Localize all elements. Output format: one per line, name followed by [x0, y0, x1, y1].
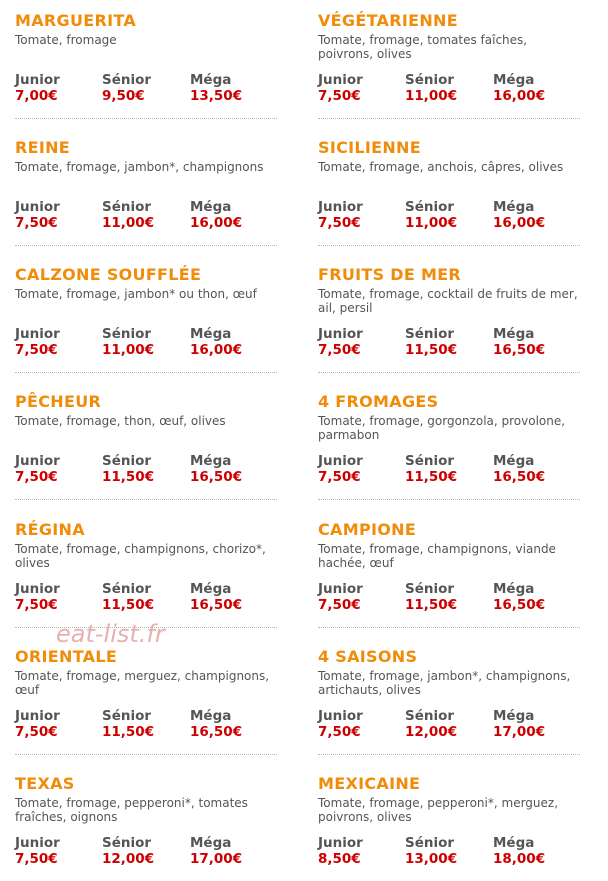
size-price-group	[493, 581, 583, 613]
size-label: Méga	[190, 72, 232, 88]
price: 7,50€	[15, 724, 58, 740]
pizza-ingredients: Tomate, fromage, jambon*, champignons, artichauts, olives	[318, 669, 571, 697]
size-price-group	[318, 326, 408, 358]
size-price-group	[405, 326, 495, 358]
price-row	[318, 835, 583, 869]
price: 7,50€	[15, 342, 58, 358]
pizza-name: FRUITS DE MER	[318, 265, 462, 284]
pizza-card	[15, 12, 280, 120]
price-row	[15, 835, 280, 869]
size-price-group	[493, 199, 583, 231]
size-label: Méga	[493, 453, 535, 469]
size-label: Méga	[190, 326, 232, 342]
size-label: Sénior	[405, 835, 455, 851]
size-price-group	[493, 453, 583, 485]
pizza-name: CALZONE SOUFFLÉE	[15, 265, 202, 284]
pizza-card	[15, 775, 280, 875]
size-label: Méga	[493, 835, 535, 851]
size-label: Méga	[493, 581, 535, 597]
size-label: Junior	[15, 453, 60, 469]
price: 11,50€	[102, 597, 155, 613]
price-row	[15, 708, 280, 742]
price-row	[15, 326, 280, 360]
size-label: Junior	[15, 835, 60, 851]
size-price-group	[15, 199, 105, 231]
price-row	[318, 199, 583, 233]
dotted-divider	[15, 118, 277, 119]
pizza-name: MARGUERITA	[15, 11, 137, 30]
size-label: Sénior	[102, 199, 152, 215]
size-price-group	[190, 72, 280, 104]
pizza-card	[15, 648, 280, 756]
size-label: Sénior	[102, 72, 152, 88]
dotted-divider	[15, 754, 277, 755]
size-price-group	[15, 835, 105, 867]
pizza-ingredients: Tomate, fromage, jambon* ou thon, œuf	[15, 287, 257, 301]
price: 9,50€	[102, 88, 145, 104]
price: 11,50€	[405, 597, 458, 613]
price: 11,50€	[102, 724, 155, 740]
size-price-group	[318, 708, 408, 740]
price: 16,50€	[493, 342, 546, 358]
size-label: Sénior	[405, 326, 455, 342]
pizza-card	[15, 266, 280, 374]
pizza-name: CAMPIONE	[318, 520, 417, 539]
size-price-group	[493, 326, 583, 358]
pizza-ingredients: Tomate, fromage, jambon*, champignons	[15, 160, 264, 174]
price: 7,00€	[15, 88, 58, 104]
size-label: Junior	[318, 581, 363, 597]
price-row	[15, 199, 280, 233]
pizza-ingredients: Tomate, fromage, pepperoni*, merguez, poivrons, olives	[318, 796, 559, 824]
price: 13,50€	[190, 88, 243, 104]
dotted-divider	[15, 245, 277, 246]
price-row	[15, 72, 280, 106]
pizza-card	[318, 139, 583, 247]
pizza-card	[318, 648, 583, 756]
price: 16,00€	[190, 215, 243, 231]
price: 8,50€	[318, 851, 361, 867]
size-label: Sénior	[102, 581, 152, 597]
pizza-ingredients: Tomate, fromage, thon, œuf, olives	[15, 414, 226, 428]
size-label: Sénior	[405, 453, 455, 469]
size-label: Junior	[318, 453, 363, 469]
price: 7,50€	[15, 215, 58, 231]
size-price-group	[102, 835, 192, 867]
size-label: Junior	[318, 326, 363, 342]
price-row	[15, 453, 280, 487]
size-label: Méga	[190, 453, 232, 469]
price: 17,00€	[493, 724, 546, 740]
size-price-group	[405, 72, 495, 104]
price-row	[318, 453, 583, 487]
size-label: Junior	[318, 835, 363, 851]
dotted-divider	[318, 372, 580, 373]
pizza-name: 4 FROMAGES	[318, 392, 439, 411]
price: 7,50€	[318, 597, 361, 613]
size-label: Méga	[493, 72, 535, 88]
size-label: Sénior	[102, 326, 152, 342]
size-price-group	[318, 453, 408, 485]
size-label: Méga	[190, 581, 232, 597]
size-label: Méga	[190, 835, 232, 851]
pizza-name: MEXICAINE	[318, 774, 421, 793]
pizza-name: SICILIENNE	[318, 138, 421, 157]
pizza-card	[15, 393, 280, 501]
size-price-group	[190, 708, 280, 740]
dotted-divider	[15, 372, 277, 373]
price: 11,50€	[405, 469, 458, 485]
price-row	[15, 581, 280, 615]
pizza-name: ORIENTALE	[15, 647, 118, 666]
price-row	[318, 581, 583, 615]
price: 7,50€	[15, 851, 58, 867]
pizza-ingredients: Tomate, fromage, cocktail de fruits de mer, ail, persil	[318, 287, 578, 315]
pizza-ingredients: Tomate, fromage, champignons, viande hachée, œuf	[318, 542, 556, 570]
price: 11,50€	[102, 469, 155, 485]
pizza-card	[318, 12, 583, 120]
price: 16,00€	[493, 215, 546, 231]
pizza-card	[318, 521, 583, 629]
pizza-name: REINE	[15, 138, 71, 157]
size-label: Junior	[15, 72, 60, 88]
size-price-group	[15, 326, 105, 358]
pizza-name: 4 SAISONS	[318, 647, 418, 666]
price: 16,50€	[190, 469, 243, 485]
size-label: Méga	[493, 708, 535, 724]
price: 16,50€	[493, 597, 546, 613]
size-label: Méga	[493, 199, 535, 215]
price: 16,00€	[493, 88, 546, 104]
pizza-card	[318, 775, 583, 875]
size-price-group	[102, 72, 192, 104]
price-row	[318, 708, 583, 742]
price: 7,50€	[318, 724, 361, 740]
size-price-group	[405, 835, 495, 867]
size-price-group	[405, 199, 495, 231]
price: 7,50€	[15, 597, 58, 613]
price: 11,00€	[405, 88, 458, 104]
price: 11,00€	[102, 342, 155, 358]
dotted-divider	[318, 118, 580, 119]
size-price-group	[15, 453, 105, 485]
size-label: Junior	[318, 199, 363, 215]
size-price-group	[102, 199, 192, 231]
pizza-card	[15, 521, 280, 629]
pizza-name: VÉGÉTARIENNE	[318, 11, 458, 30]
size-label: Méga	[190, 199, 232, 215]
size-label: Junior	[15, 326, 60, 342]
dotted-divider	[318, 245, 580, 246]
pizza-ingredients: Tomate, fromage, gorgonzola, provolone, parmabon	[318, 414, 566, 442]
price: 16,00€	[190, 342, 243, 358]
size-price-group	[190, 835, 280, 867]
pizza-name: TEXAS	[15, 774, 75, 793]
price: 11,00€	[102, 215, 155, 231]
size-label: Junior	[15, 581, 60, 597]
price: 17,00€	[190, 851, 243, 867]
dotted-divider	[318, 499, 580, 500]
price: 11,50€	[405, 342, 458, 358]
pizza-name: PÊCHEUR	[15, 392, 102, 411]
price: 16,50€	[190, 724, 243, 740]
size-label: Sénior	[405, 581, 455, 597]
pizza-card	[15, 139, 280, 247]
size-label: Junior	[318, 708, 363, 724]
size-label: Méga	[493, 326, 535, 342]
size-price-group	[318, 835, 408, 867]
pizza-card	[318, 393, 583, 501]
size-price-group	[405, 708, 495, 740]
size-label: Sénior	[405, 708, 455, 724]
size-price-group	[15, 708, 105, 740]
pizza-ingredients: Tomate, fromage, pepperoni*, tomates fraîches, oignons	[15, 796, 248, 824]
size-price-group	[190, 453, 280, 485]
price-row	[318, 326, 583, 360]
size-label: Sénior	[405, 72, 455, 88]
size-label: Sénior	[405, 199, 455, 215]
size-price-group	[318, 581, 408, 613]
dotted-divider	[15, 499, 277, 500]
pizza-ingredients: Tomate, fromage	[15, 33, 117, 47]
price: 12,00€	[405, 724, 458, 740]
size-price-group	[102, 708, 192, 740]
pizza-ingredients: Tomate, fromage, merguez, champignons, œuf	[15, 669, 270, 697]
price: 18,00€	[493, 851, 546, 867]
size-label: Junior	[318, 72, 363, 88]
pizza-ingredients: Tomate, fromage, anchois, câpres, olives	[318, 160, 564, 174]
size-price-group	[318, 199, 408, 231]
price: 16,50€	[493, 469, 546, 485]
dotted-divider	[318, 754, 580, 755]
size-label: Sénior	[102, 708, 152, 724]
size-price-group	[190, 581, 280, 613]
size-price-group	[190, 199, 280, 231]
pizza-card	[318, 266, 583, 374]
price: 7,50€	[318, 342, 361, 358]
size-price-group	[190, 326, 280, 358]
size-price-group	[102, 581, 192, 613]
size-price-group	[102, 453, 192, 485]
size-price-group	[318, 72, 408, 104]
pizza-name: RÉGINA	[15, 520, 85, 539]
price: 7,50€	[15, 469, 58, 485]
watermark: eat-list.fr	[56, 620, 165, 648]
price: 16,50€	[190, 597, 243, 613]
size-price-group	[493, 72, 583, 104]
price-row	[318, 72, 583, 106]
size-price-group	[405, 453, 495, 485]
size-price-group	[102, 326, 192, 358]
size-price-group	[15, 581, 105, 613]
price: 13,00€	[405, 851, 458, 867]
pizza-ingredients: Tomate, fromage, champignons, chorizo*, olives	[15, 542, 266, 570]
size-label: Sénior	[102, 835, 152, 851]
size-price-group	[493, 835, 583, 867]
size-price-group	[15, 72, 105, 104]
price: 7,50€	[318, 215, 361, 231]
dotted-divider	[318, 627, 580, 628]
size-price-group	[405, 581, 495, 613]
price: 7,50€	[318, 469, 361, 485]
size-price-group	[493, 708, 583, 740]
pizza-ingredients: Tomate, fromage, tomates faîches, poivrons, olives	[318, 33, 528, 61]
price: 11,00€	[405, 215, 458, 231]
size-label: Sénior	[102, 453, 152, 469]
price: 12,00€	[102, 851, 155, 867]
price: 7,50€	[318, 88, 361, 104]
size-label: Junior	[15, 708, 60, 724]
size-label: Junior	[15, 199, 60, 215]
size-label: Méga	[190, 708, 232, 724]
